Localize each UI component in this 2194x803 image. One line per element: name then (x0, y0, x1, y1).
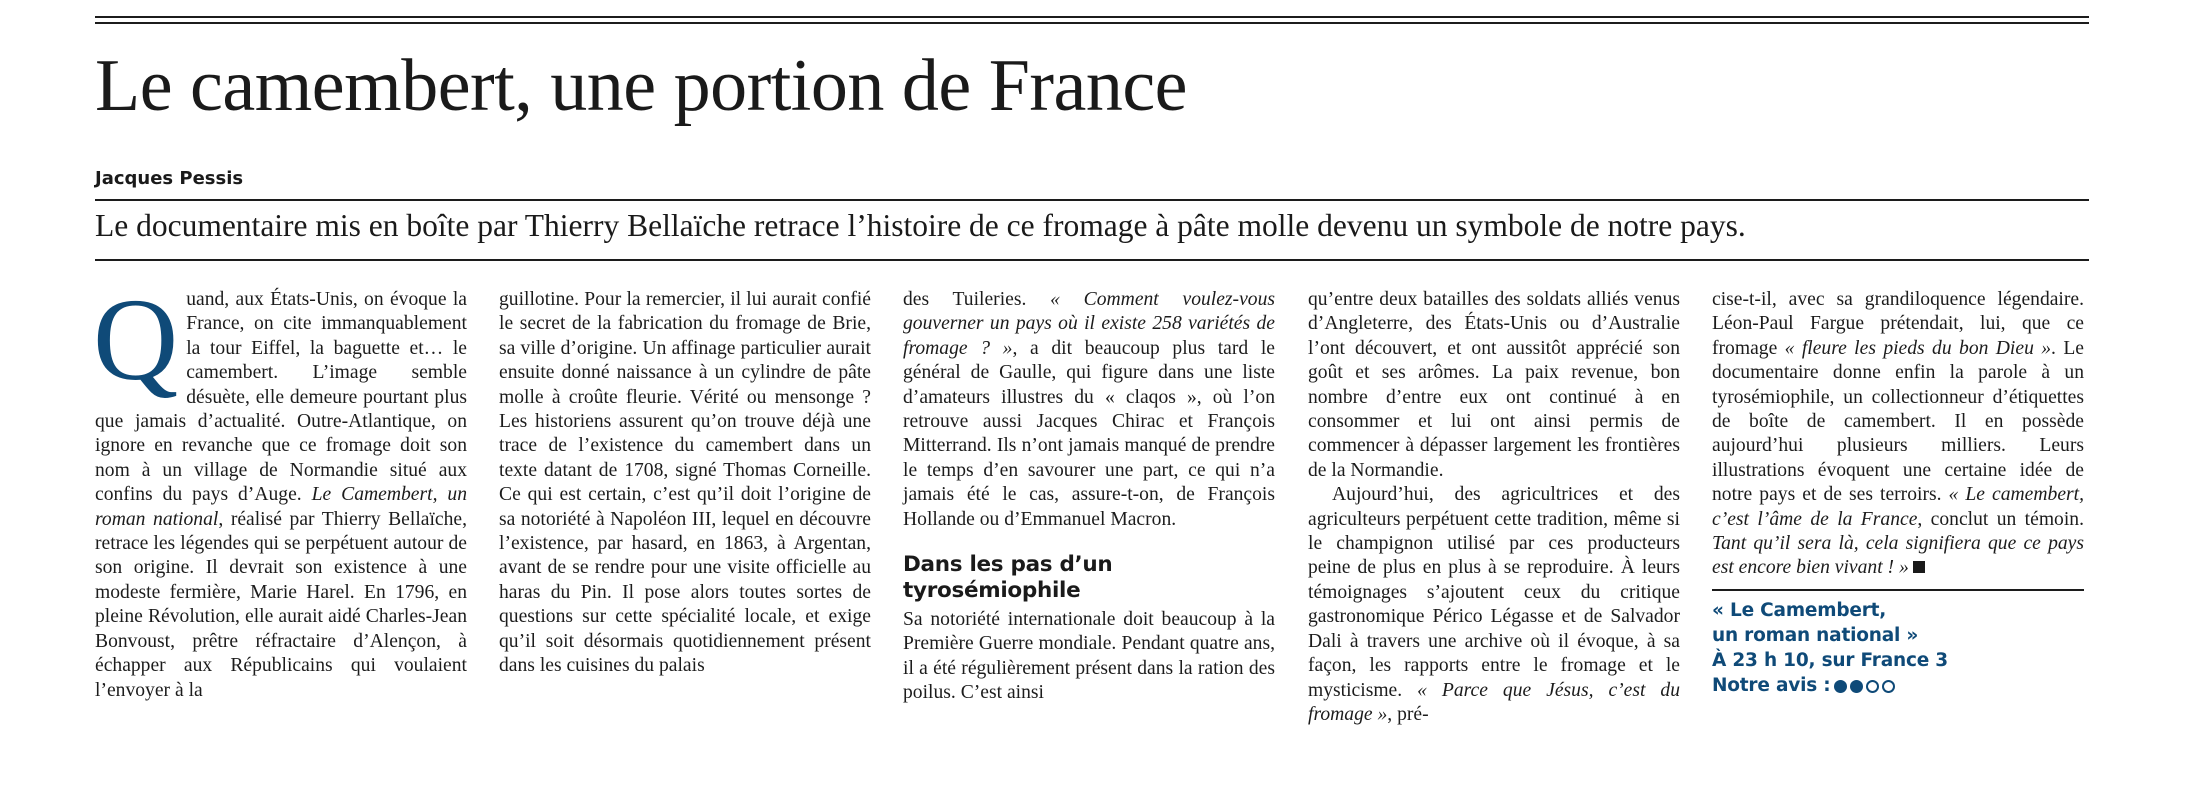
body-paragraph (93, 274, 467, 703)
standfirst: Le documentaire mis en boîte par Thierry Bellaïche retrace l’histoire de ce fromage à pâte molle devenu un symbole de notre pays. (95, 208, 1746, 243)
rating-dots (1834, 673, 1898, 698)
program-title-line-2: un roman national » (1712, 624, 1919, 646)
film-title: Le Camembert, un roman national (95, 484, 467, 530)
standfirst-top-rule (95, 199, 2089, 201)
standfirst-bottom-rule (95, 259, 2089, 261)
body-column-5 (1712, 288, 2084, 698)
top-double-rule (95, 16, 2089, 28)
body-text: , a dit beaucoup plus tard le général de Gaulle, qui figure dans une liste d’amateurs illustres du « claqos », où l’on retrouve aussi Jacques Chirac et François Mitterrand. Ils n’ont jamais manqué de prendre le temps d’en savourer une part, ce qui n’a jamais été le cas, assure-t-on, de François Hollande ou d’Emmanuel Macron. (903, 337, 1275, 530)
body-paragraph: guillotine. Pour la remercier, il lui aurait confié le secret de la fabrication du fromage de Brie, sa ville d’origine. Un affinage particulier aurait ensuite donné naissance à un cylindre de pâte molle à croûte fleurie. Vérité ou mensonge ? Les historiens assurent qu’on trouve déjà une trace de l’existence du camembert dans un texte datant de 1708, signé Thomas Corneille. Ce qui est certain, c’est qu’il doit l’origine de sa notoriété à Napoléon III, lequel en découvre l’existence, par hasard, en 1863, à Argentan, avant de se rendre pour une visite officielle au haras du Pin. Il pose alors toutes sortes de questions sur cette spécialité locale, et exige qu’il soit désormais quotidiennement présent dans les cuisines du palais (499, 289, 871, 677)
body-text: , conclut un témoin. (1917, 508, 2084, 530)
quote: « Le camembert, c’est l’âme de la France (1712, 484, 2084, 530)
headline: Le camembert, une portion de France (95, 45, 1188, 127)
body-paragraph: qu’entre deux batailles des soldats alliés venus d’Angleterre, des États-Unis ou d’Australie l’ont découvert, et ont aussitôt apprécié son goût et ses arômes. La paix revenue, bon nombre d’entre eux ont continué à en consommer et lui ont ainsi permis de commencer à dépasser largement les frontières de la Normandie. (1308, 289, 1680, 481)
rating-dot-empty (1866, 680, 1879, 693)
body-column-1 (93, 274, 467, 703)
body-paragraph: Sa notoriété internationale doit beaucoup à la Première Guerre mondiale. Pendant quatre ans, il a été régulièrement présent dans la ration des poilus. C’est ainsi (903, 609, 1275, 704)
rating-label: Notre avis : (1712, 674, 1831, 696)
body-text: , réalisé par Thierry Bellaïche, retrace les légendes qui se perpétuent autour de son origine. Il devrait son existence à une modeste fermière, Marie Harel. En 1796, en pleine Révolution, elle aurait aidé Charles-Jean Bonvoust, prêtre réfractaire d’Alençon, à échapper aux Républicains qui voulaient l’envoyer à la (95, 508, 467, 701)
author-byline: Jacques Pessis (95, 168, 244, 189)
body-text: , pré- (1387, 703, 1429, 725)
rating-dot-filled (1850, 680, 1863, 693)
body-column-2 (499, 288, 871, 679)
body-text: . Le documentaire donne enfin la parole à un tyrosémiophile, un collectionneur d’étiquettes de boîte de camembert. Il en possède aujourd’hui plusieurs milliers. Leurs illustrations évoquent une certaine idée de notre pays et de ses terroirs. (1712, 337, 2084, 506)
program-title-line-1: « Le Camembert, (1712, 599, 1887, 621)
broadcast-time: À 23 h 10, sur France 3 (1712, 649, 1948, 671)
body-text: des Tuileries. (903, 289, 1051, 310)
quote: « Parce que Jésus, c’est du fromage » (1308, 679, 1680, 725)
dropcap: Q (93, 274, 179, 405)
end-of-article-square (1913, 561, 1925, 573)
body-column-4 (1308, 288, 1680, 727)
rating-dot-filled (1834, 680, 1847, 693)
rating-row (1712, 673, 2084, 699)
body-text: cise-t-il, avec sa grandiloquence légendaire. Léon-Paul Fargue prétendait, lui, que ce fromage (1712, 289, 2084, 359)
quote: « Comment voulez-vous gouverner un pays où il existe 258 variétés de fromage ? » (903, 289, 1275, 359)
body-paragraph (1308, 483, 1680, 727)
infobox-rule (1712, 589, 2084, 591)
quote: Tant qu’il sera là, cela signifiera que ce pays est encore bien vivant ! » (1712, 533, 2084, 579)
subheading: Dans les pas d’un tyrosémiophile (903, 552, 1113, 604)
quote: « fleure les pieds du bon Dieu » (1784, 337, 2052, 359)
rating-dot-empty (1882, 680, 1895, 693)
program-infobox (1712, 598, 2084, 699)
body-column-3 (903, 288, 1275, 706)
body-text: uand, aux États-Unis, on évoque la France, on cite immanquablement la tour Eiffel, la baguette et… le camembert. L’image semble désuète, elle demeure pourtant plus que jamais d’actualité. Outre-Atlantique, on ignore en revanche que ce fromage doit son nom à un village de Normandie situé aux confins du pays d’Auge. (95, 289, 467, 506)
body-paragraph (1712, 288, 2084, 581)
body-text: Aujourd’hui, des agricultrices et des agriculteurs perpétuent cette tradition, même si le champignon utilisé par ces producteurs peine de plus en plus à se reproduire. À leurs témoignages s’ajoutent ceux du critique gastronomique Périco Légasse et de Salvador Dali à travers une archive où il évoque, à sa façon, les rapports entre le fromage et le mysticisme. (1308, 484, 1680, 701)
body-paragraph (903, 288, 1275, 532)
